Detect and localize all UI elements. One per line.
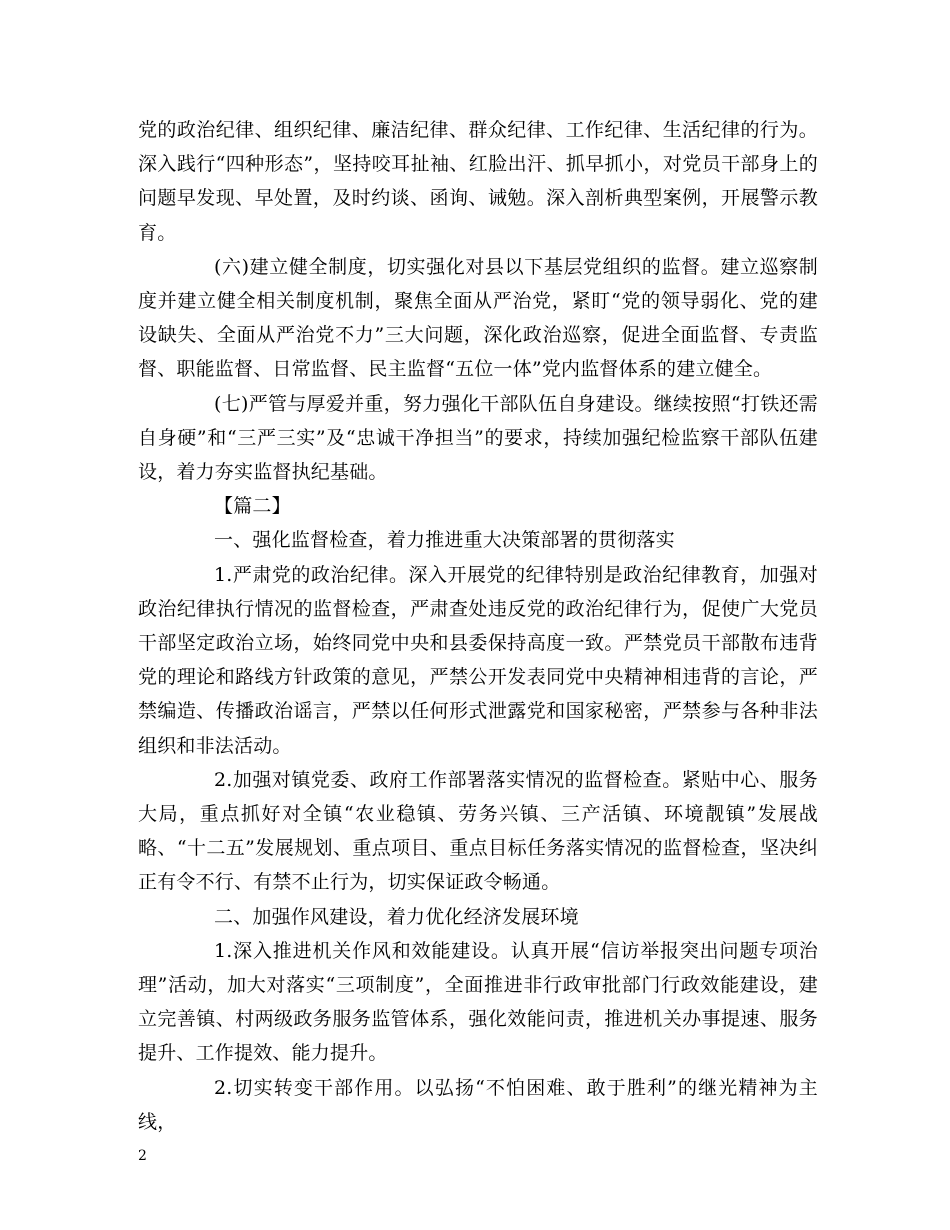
- section-heading-part-two: 【篇二】: [214, 495, 291, 518]
- paragraph-1-1: 1.严肃党的政治纪律。深入开展党的纪律特别是政治纪律教育，加强对政治纪律执行情况的监督检查，严肃查处违反党的政治纪律行为，促使广大党员干部坚定政治立场，始终同党中央和县委保持高度一致。严禁党员干部散布违背党的理论和路线方针政策的意见，严禁公开发表同党中央精神相违背的言论，严禁编造、传播政治谣言，严禁以任何形式泄露党和国家秘密，严禁参与各种非法组织和非法活动。: [138, 563, 818, 757]
- paragraph-item-seven: (七)严管与厚爱并重，努力强化干部队伍自身建设。继续按照“打铁还需自身硬”和“三严三实”及“忠诚干净担当”的要求，持续加强纪检监察干部队伍建设，着力夯实监督执纪基础。: [138, 392, 818, 484]
- paragraph-2-1: 1.深入推进机关作风和效能建设。认真开展“信访举报突出问题专项治理”活动，加大对落实“三项制度”，全面推进非行政审批部门行政效能建设，建立完善镇、村两级政务服务监管体系，强化效能问责，推进机关办事提速、服务提升、工作提效、能力提升。: [138, 939, 818, 1065]
- paragraph-item-six: (六)建立健全制度，切实强化对县以下基层党组织的监督。建立巡察制度并建立健全相关制度机制，聚焦全面从严治党，紧盯“党的领导弱化、党的建设缺失、全面从严治党不力”三大问题，深化政治巡察，促进全面监督、专责监督、职能监督、日常监督、民主监督“五位一体”党内监督体系的建立健全。: [138, 255, 818, 381]
- paragraph-continuation: 党的政治纪律、组织纪律、廉洁纪律、群众纪律、工作纪律、生活纪律的行为。深入践行“四种形态”，坚持咬耳扯袖、红脸出汗、抓早抓小，对党员干部身上的问题早发现、早处置，及时约谈、函询、诫勉。深入剖析典型案例，开展警示教育。: [138, 119, 818, 244]
- page-number: 2: [138, 1148, 147, 1164]
- heading-two: 二、加强作风建设，着力优化经济发展环境: [214, 905, 579, 928]
- document-body: [138, 113, 818, 1139]
- heading-one: 一、强化监督检查，着力推进重大决策部署的贯彻落实: [214, 529, 675, 552]
- paragraph-2-2: 2.切实转变干部作用。以弘扬“不怕困难、敢于胜利”的继光精神为主线，: [138, 1076, 818, 1133]
- paragraph-1-2: 2.加强对镇党委、政府工作部署落实情况的监督检查。紧贴中心、服务大局，重点抓好对全镇“农业稳镇、劳务兴镇、三产活镇、环境靓镇”发展战略、“十二五”发展规划、重点项目、重点目标任务落实情况的监督检查，坚决纠正有令不行、有禁不止行为，切实保证政令畅通。: [138, 768, 818, 894]
